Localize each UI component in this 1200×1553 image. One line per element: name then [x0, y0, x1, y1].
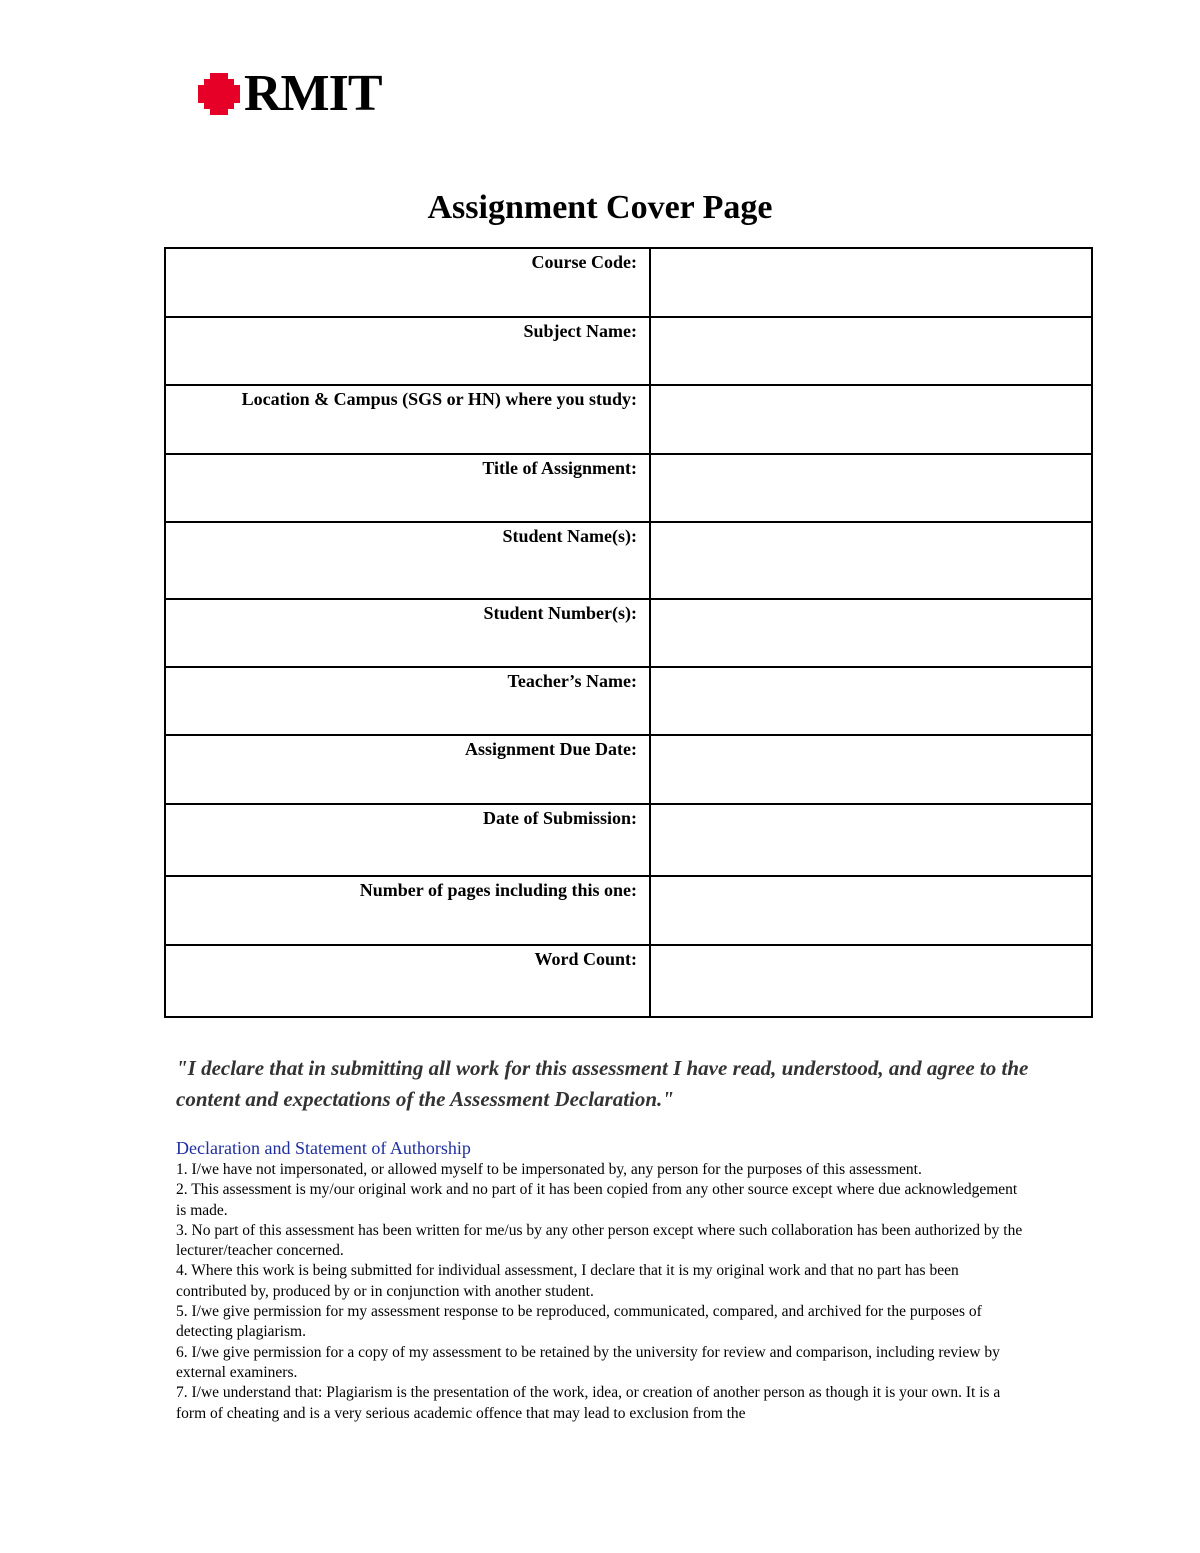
field-value-page-count[interactable] [650, 876, 1092, 945]
field-label-word-count: Word Count: [165, 945, 650, 1017]
field-label-due-date: Assignment Due Date: [165, 735, 650, 804]
field-value-due-date[interactable] [650, 735, 1092, 804]
table-row [165, 454, 1092, 522]
logo-wordmark: RMIT [244, 65, 382, 122]
table-row [165, 735, 1092, 804]
field-label-course-code: Course Code: [165, 248, 650, 317]
table-row [165, 248, 1092, 317]
field-value-word-count[interactable] [650, 945, 1092, 1017]
field-value-teacher-name[interactable] [650, 667, 1092, 735]
authorship-statement-list [176, 1160, 1026, 1424]
list-item: 7. I/we understand that: Plagiarism is the presentation of the work, idea, or creation of another person as though it is your own. It is a form of cheating and is a very serious academic offence that may lead to exclusion from the [176, 1384, 1001, 1422]
field-value-course-code[interactable] [650, 248, 1092, 317]
field-label-location-campus: Location & Campus (SGS or HN) where you study: [165, 385, 650, 454]
table-row [165, 599, 1092, 667]
list-item: 2. This assessment is my/our original work and no part of it has been copied from any other source except where due acknowledgement is made. [176, 1181, 1018, 1219]
table-row [165, 945, 1092, 1017]
field-value-submission-date[interactable] [650, 804, 1092, 876]
table-row [165, 522, 1092, 599]
field-label-student-names: Student Name(s): [165, 522, 650, 599]
authorship-heading: Declaration and Statement of Authorship [176, 1138, 471, 1158]
field-label-teacher-name: Teacher’s Name: [165, 667, 650, 735]
field-label-student-numbers: Student Number(s): [165, 599, 650, 667]
cover-details-table [164, 247, 1093, 1018]
page-title: Assignment Cover Page [427, 189, 773, 226]
list-item: 3. No part of this assessment has been written for me/us by any other person except where such collaboration has been authorized by the lecturer/teacher concerned. [176, 1221, 1023, 1260]
list-item: 1. I/we have not impersonated, or allowed myself to be impersonated by, any person for the purposes of this assessment. [176, 1161, 922, 1178]
list-item: 6. I/we give permission for a copy of my assessment to be retained by the university for review and comparison, including review by external examiners. [176, 1343, 1000, 1381]
table-row [165, 317, 1092, 385]
list-item: 5. I/we give permission for my assessment response to be reproduced, communicated, compared, and archived for the purposes of detecting plagiarism. [176, 1303, 982, 1341]
table-row [165, 385, 1092, 454]
field-value-assignment-title[interactable] [650, 454, 1092, 522]
field-label-submission-date: Date of Submission: [165, 804, 650, 876]
field-value-student-numbers[interactable] [650, 599, 1092, 667]
field-value-location-campus[interactable] [650, 385, 1092, 454]
rmit-logo [196, 65, 382, 122]
list-item: 4. Where this work is being submitted for individual assessment, I declare that it is my original work and that no part has been contributed by, produced by or in conjunction with another student. [176, 1262, 959, 1300]
field-label-page-count: Number of pages including this one: [165, 876, 650, 945]
field-label-subject-name: Subject Name: [165, 317, 650, 385]
table-row [165, 876, 1092, 945]
field-label-assignment-title: Title of Assignment: [165, 454, 650, 522]
rmit-pixel-mark-icon [196, 71, 242, 117]
assessment-declaration-quote: "I declare that in submitting all work for this assessment I have read, understood, and agree to the content and expectations of the Assessment Declaration." [176, 1056, 1029, 1111]
table-row [165, 667, 1092, 735]
field-value-subject-name[interactable] [650, 317, 1092, 385]
table-row [165, 804, 1092, 876]
field-value-student-names[interactable] [650, 522, 1092, 599]
